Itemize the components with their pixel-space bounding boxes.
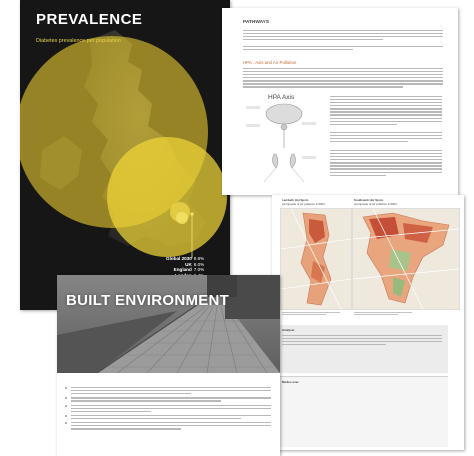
lambeth-map-graphic	[281, 209, 351, 309]
right-column-text-2	[330, 132, 442, 144]
hpa-axis-diagram	[244, 102, 320, 186]
analysis-text	[282, 335, 442, 347]
southwark-map-subtitle: (composite of air pollution & IMD)	[354, 201, 397, 206]
built-environment-page	[57, 275, 280, 456]
pathways-heading: PATHWAYS	[243, 20, 270, 25]
label-box	[302, 122, 316, 125]
hpa-axis-title: HPA Axis	[268, 94, 295, 101]
southwark-hotspot-map	[352, 208, 460, 310]
analysis-heading: Analysis	[282, 328, 295, 332]
street-photo-graphic	[57, 275, 280, 373]
lambeth-map-subtitle: (composite of air pollution & IMD)	[282, 201, 325, 206]
pointer-dot	[190, 212, 193, 215]
pituitary-shape	[281, 124, 287, 130]
london-prevalence-bubble	[176, 212, 188, 224]
modes-box	[278, 376, 448, 447]
bullet-item	[71, 405, 271, 412]
modes-heading: Modes over	[282, 380, 299, 384]
brain-shape	[266, 104, 302, 124]
prevalence-page	[20, 0, 230, 310]
southwark-map-heading	[354, 199, 414, 206]
southwark-map-title: Southwark Hot Spots	[354, 198, 384, 202]
prevalence-subtitle: Diabetes prevalence per population	[36, 38, 121, 44]
intro-paragraph-2	[243, 46, 443, 52]
southwark-map-graphic	[353, 209, 459, 309]
uk-prevalence-bubble	[107, 137, 227, 257]
stat-label: England	[173, 267, 192, 273]
southwark-map-caption	[354, 312, 414, 315]
stat-value: 7.0%	[193, 267, 205, 273]
axis-connector	[264, 168, 276, 182]
right-column-text	[330, 96, 442, 127]
bullet-item	[71, 422, 271, 429]
pathways-page	[222, 8, 458, 195]
bullet-item	[71, 415, 271, 419]
lambeth-map-title: Lambeth Hot Spots	[282, 198, 309, 202]
bullet-list	[71, 387, 271, 431]
intro-paragraph	[243, 30, 443, 42]
body-paragraph	[243, 68, 443, 90]
prevalence-title: PREVALENCE	[36, 11, 143, 28]
lambeth-map-heading	[282, 199, 342, 206]
section-heading: HPA - Axis and Air Pollution	[243, 60, 297, 65]
kidneys-shape	[272, 154, 295, 168]
analysis-box	[278, 325, 448, 373]
bullet-item	[71, 387, 271, 394]
bullet-item	[71, 397, 271, 401]
stat-label: Global 2030	[166, 256, 192, 261]
right-column-text-3	[330, 150, 442, 178]
stat-value: 6.0%	[193, 261, 205, 267]
built-environment-title: BUILT ENVIRONMENT	[66, 292, 230, 309]
hotspot-maps-page	[272, 195, 464, 450]
lambeth-hotspot-map	[280, 208, 352, 310]
label-box	[246, 106, 260, 109]
label-box	[302, 156, 316, 159]
stat-value: 9.6%	[193, 256, 205, 261]
axis-connector	[292, 168, 304, 182]
lambeth-map-caption	[282, 312, 342, 315]
street-photo	[57, 275, 280, 373]
stat-label: UK	[185, 261, 192, 267]
label-box	[246, 124, 260, 127]
